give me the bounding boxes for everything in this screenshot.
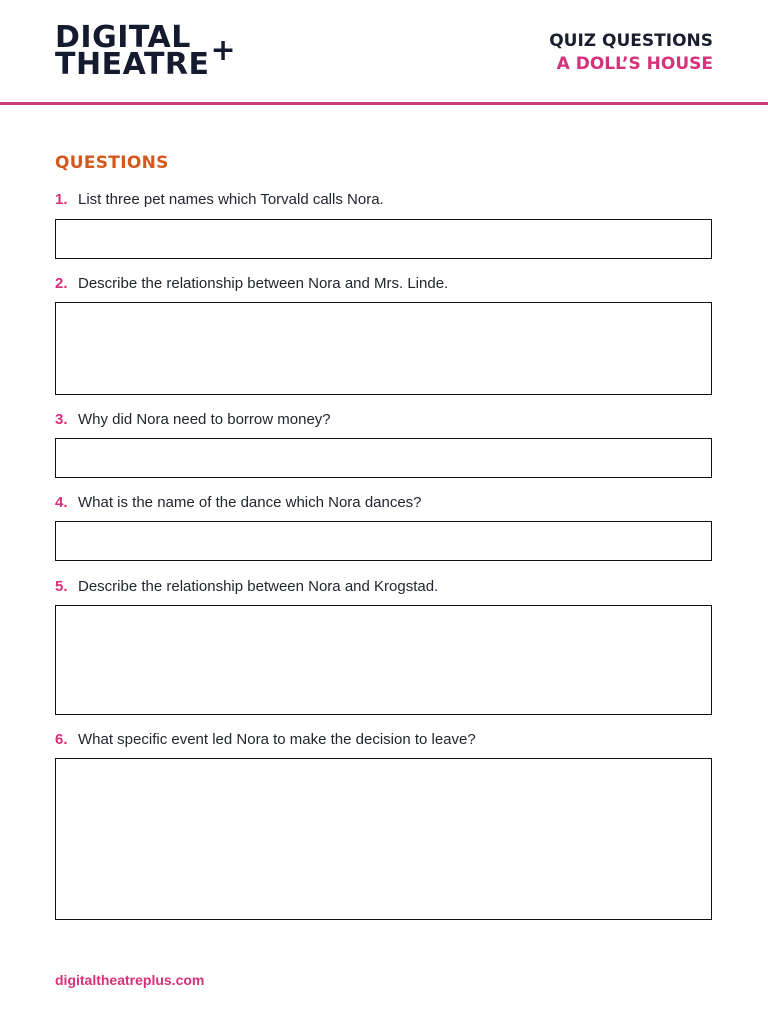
logo-plus-icon: + — [210, 33, 237, 68]
question-text: Why did Nora need to borrow money? — [78, 411, 331, 428]
question-number: 5. — [55, 578, 68, 595]
question-number: 1. — [55, 191, 68, 208]
question-6 — [55, 731, 715, 749]
answer-field-6[interactable] — [55, 758, 712, 920]
question-4 — [55, 494, 715, 512]
document-subject: A DOLL’S HOUSE — [556, 54, 713, 74]
answer-field-4[interactable] — [55, 521, 712, 561]
section-title: QUESTIONS — [55, 153, 169, 173]
question-text: List three pet names which Torvald calls Nora. — [78, 191, 384, 208]
footer-website-link[interactable]: digitaltheatreplus.com — [55, 972, 205, 988]
answer-field-3[interactable] — [55, 438, 712, 478]
logo-line-1: DIGITAL — [55, 20, 191, 55]
question-number: 6. — [55, 731, 68, 748]
question-1 — [55, 191, 715, 209]
question-2 — [55, 275, 715, 293]
answer-field-5[interactable] — [55, 605, 712, 715]
digital-theatre-logo — [55, 20, 237, 82]
header-divider — [0, 102, 768, 105]
question-text: Describe the relationship between Nora and Mrs. Linde. — [78, 275, 449, 292]
question-5 — [55, 578, 715, 596]
question-text: Describe the relationship between Nora and Krogstad. — [78, 578, 439, 595]
question-text: What specific event led Nora to make the decision to leave? — [78, 731, 476, 748]
question-number: 3. — [55, 411, 68, 428]
answer-field-2[interactable] — [55, 302, 712, 395]
document-header — [549, 30, 713, 75]
question-number: 4. — [55, 494, 68, 511]
question-3 — [55, 411, 715, 429]
document-type: QUIZ QUESTIONS — [549, 31, 713, 51]
question-text: What is the name of the dance which Nora dances? — [78, 494, 422, 511]
question-number: 2. — [55, 275, 68, 292]
answer-field-1[interactable] — [55, 219, 712, 259]
logo-line-2-text: THEATRE — [55, 47, 210, 82]
